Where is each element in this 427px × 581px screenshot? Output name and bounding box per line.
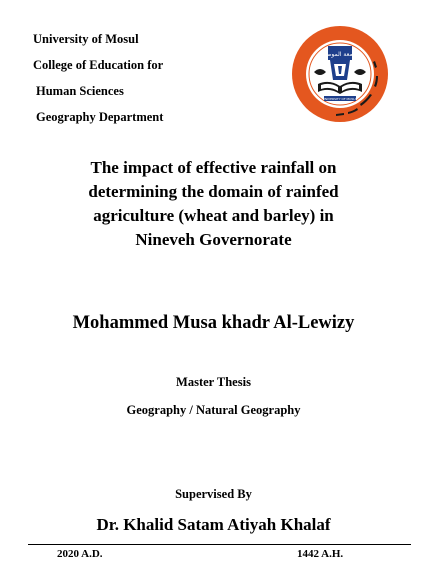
title-line: agriculture (wheat and barley) in	[93, 206, 334, 225]
seal-arabic-text: جامعة الموصل	[321, 51, 359, 58]
supervisor-name: Dr. Khalid Satam Atiyah Khalaf	[96, 515, 331, 534]
title-line: Nineveh Governorate	[135, 230, 292, 249]
title-line: The impact of effective rainfall on	[90, 158, 337, 177]
college-name-line2: Human Sciences	[36, 84, 124, 98]
college-name-line1: College of Education for	[33, 58, 164, 72]
author-name: Mohammed Musa khadr Al-Lewizy	[72, 313, 355, 333]
date-gregorian: 2020 A.D.	[57, 548, 103, 560]
university-name: University of Mosul	[33, 32, 139, 46]
title-line: determining the domain of rainfed	[88, 182, 339, 201]
supervised-by-label: Supervised By	[175, 487, 252, 501]
degree-type: Master Thesis	[176, 375, 251, 389]
date-hijri: 1442 A.H.	[297, 548, 344, 560]
university-seal-logo	[290, 24, 390, 124]
department-name: Geography Department	[36, 110, 164, 124]
field-of-study: Geography / Natural Geography	[126, 403, 301, 417]
divider	[28, 544, 411, 545]
thesis-title	[0, 156, 427, 252]
svg-text:UNIVERSITY OF MOSUL: UNIVERSITY OF MOSUL	[322, 97, 358, 101]
